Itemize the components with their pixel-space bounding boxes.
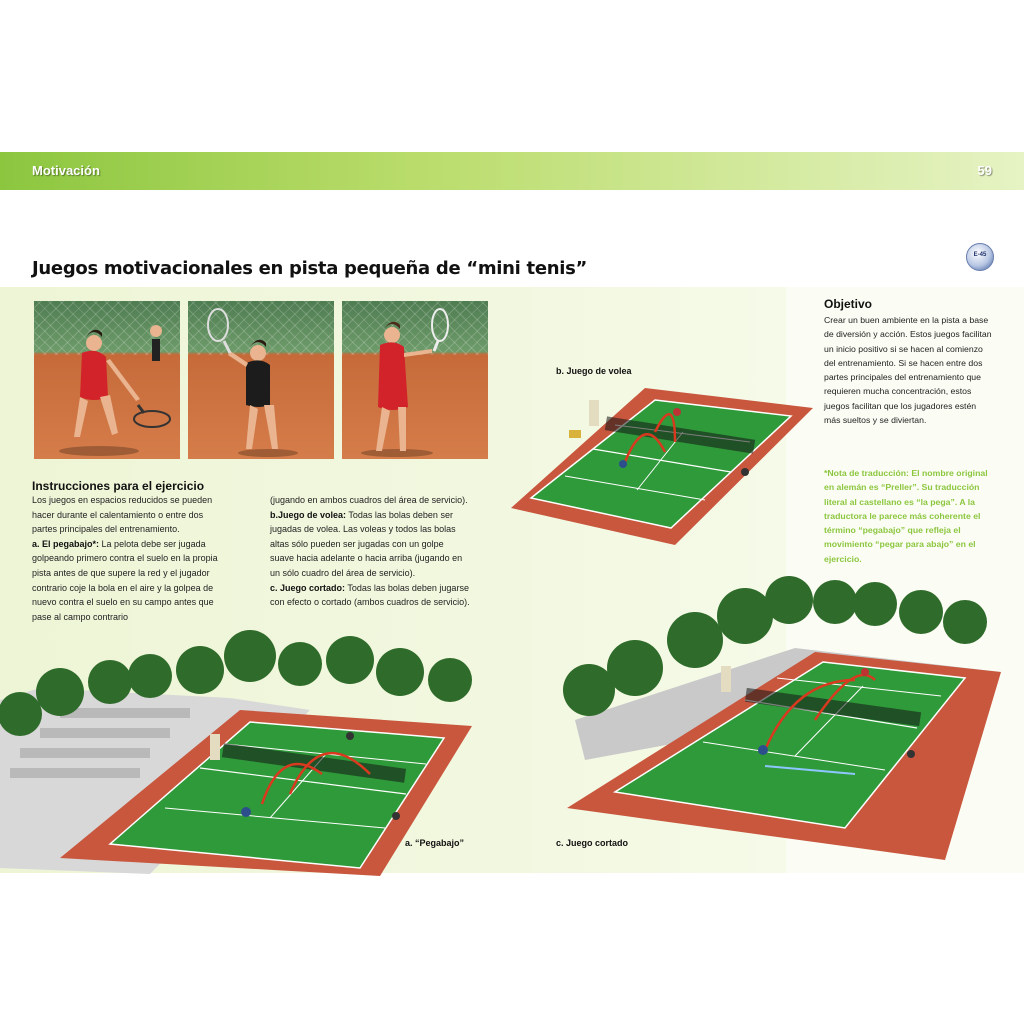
court-illustration-volley	[505, 380, 815, 550]
court-illustration-cortado	[545, 560, 1005, 860]
exercise-a-text: La pelota debe ser jugada golpeando primero contra el suelo en la propia pista antes de que supere la red y el jugador contrario coje la bola en el aire y la golpea de nuevo contra el suelo en su campo antes que pase al campo contrario	[32, 538, 218, 622]
caption-cortado: c. Juego cortado	[556, 838, 629, 848]
instructions-column-right	[270, 493, 470, 610]
header-band	[0, 152, 1024, 190]
exercise-b-text: Todas las bolas deben ser jugadas de volea. Las voleas y todos las bolas altas sólo pueden ser jugadas con un golpe suave hacia adelante o hacia arriba (jugando en un sólo cuadro del área de servicio).	[270, 509, 463, 578]
exercise-badge-icon	[966, 243, 994, 271]
objective-heading: Objetivo	[824, 297, 873, 311]
exercise-a-continuation: (jugando en ambos cuadros del área de servicio).	[270, 495, 468, 505]
caption-pegabajo: a. “Pegabajo”	[405, 838, 465, 848]
instructions-column-left	[32, 493, 218, 624]
exercise-c-text: Todas las bolas deben jugarse con efecto o cortado (ambos cuadros de servicio).	[270, 582, 470, 608]
caption-volley: b. Juego de volea	[556, 366, 632, 376]
photo-player-ready	[342, 301, 488, 459]
section-title: Motivación	[32, 163, 100, 178]
photo-player-forehand	[34, 301, 180, 459]
exercise-a-label: a. El pegabajo*:	[32, 538, 100, 549]
exercise-c-label: c. Juego cortado:	[270, 582, 346, 593]
court-illustration-pegabajo	[0, 618, 472, 876]
page-title: Juegos motivacionales en pista pequeña de “mini tenis”	[32, 258, 588, 280]
exercise-badge-label: E-45	[973, 252, 987, 258]
page-number: 59	[977, 163, 992, 178]
exercise-b-label: b.Juego de volea:	[270, 509, 347, 520]
translation-note: *Nota de traducción: El nombre original en alemán es “Preller”. Su traducción literal al castellano es “la pega”. A la traductora le parece más coherente el término “pegabajo” que refleja el movimiento “pegar para abajo” en el ejercicio.	[824, 468, 988, 564]
instructions-heading: Instrucciones para el ejercicio	[32, 479, 205, 493]
instructions-intro: Los juegos en espacios reducidos se pueden hacer durante el calentamiento o entre dos partes principales del entrenamiento.	[32, 495, 213, 535]
objective-text: Crear un buen ambiente en la pista a base de diversión y acción. Estos juegos facilitan un inicio positivo si se hacen al comienzo del entrenamiento. Si se hacen entre dos partes principales del entrenamiento que requieren mucha concentración, estos juegos facilitan que los jugadores estén más sueltos y se diviertan.	[824, 315, 992, 426]
photo-player-volley	[188, 301, 334, 459]
